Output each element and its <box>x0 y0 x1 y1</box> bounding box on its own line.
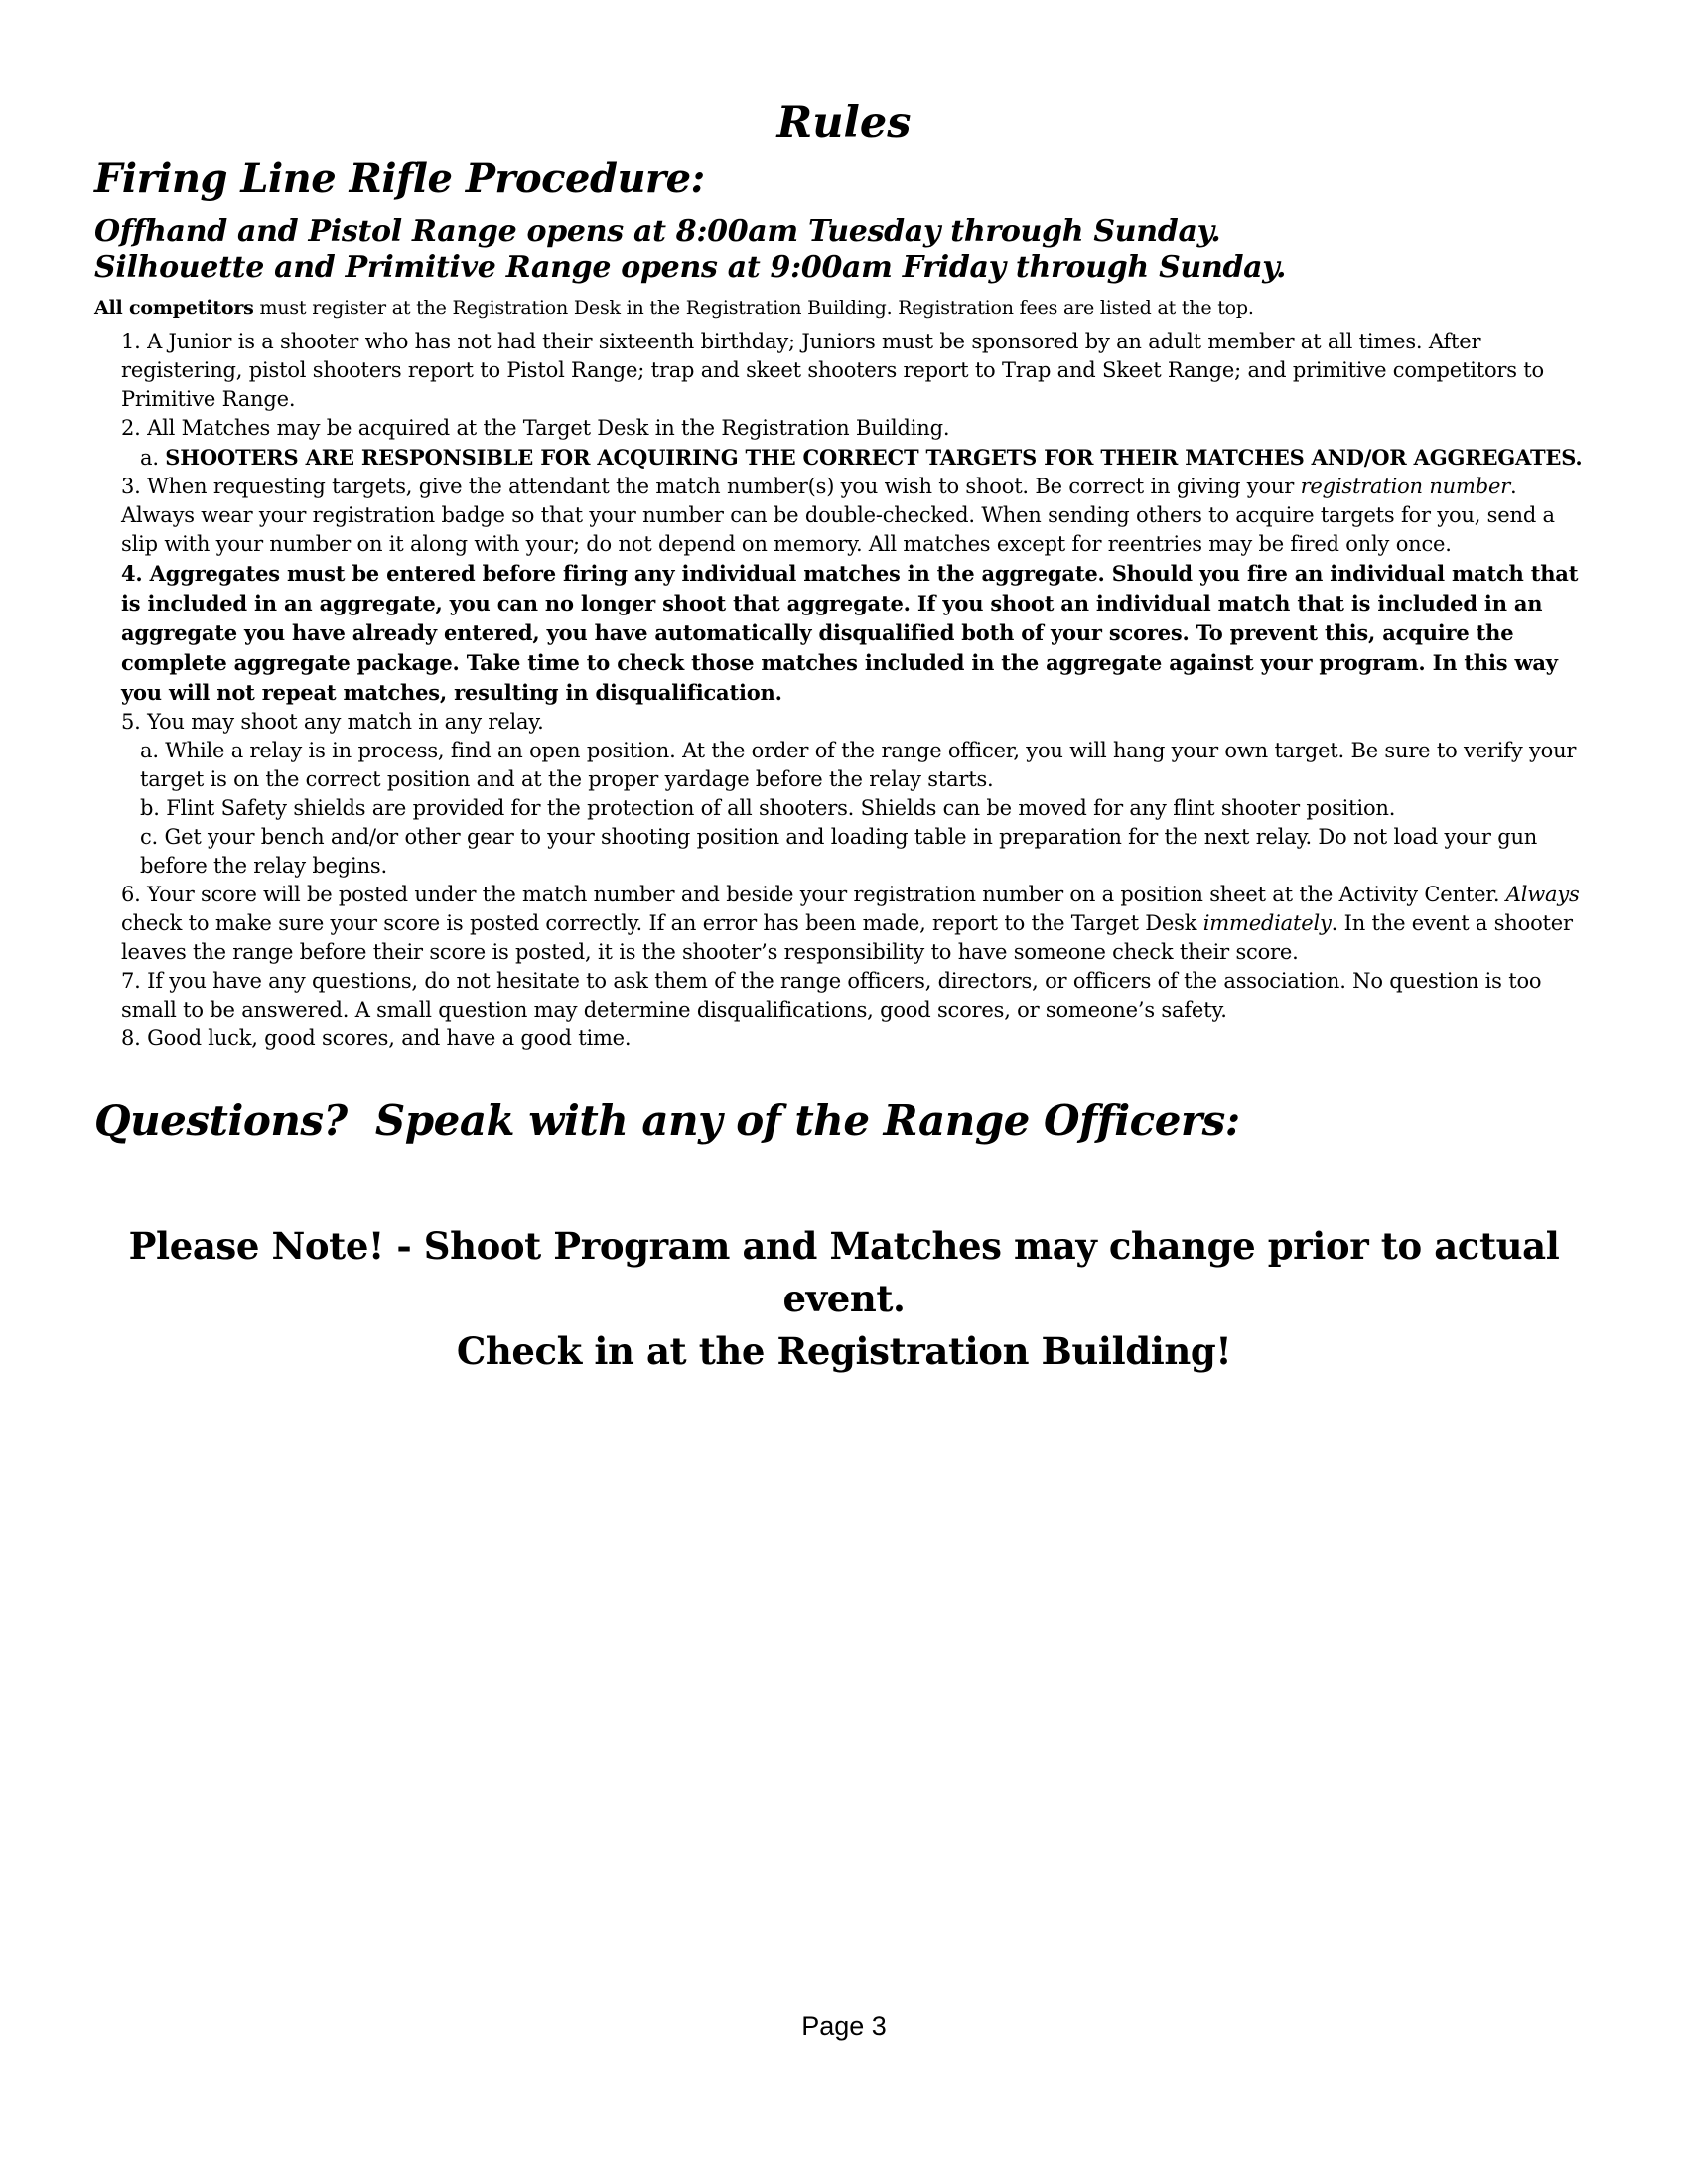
page-title: Rules <box>776 98 912 148</box>
note-line-2: Check in at the Registration Building! <box>456 1329 1232 1373</box>
intro-paragraph <box>94 295 1594 321</box>
text-run: SHOOTERS ARE RESPONSIBLE FOR ACQUIRING THE CORRECT TARGETS FOR THEIR MATCHES AND/OR AGGREGATES. <box>165 445 1583 470</box>
note-block <box>94 1220 1594 1378</box>
text-run: 5. You may shoot any match in any relay. <box>121 710 544 734</box>
text-run: . Always wear your registration badge so that your number can be double-checked. When sending others to acquire targets for you, send a slip with your number on it along with your; do not depend on memory. All matches except for reentries may be fired only once. <box>121 475 1555 556</box>
text-run: 4. Aggregates must be entered before firing any individual matches in the aggregate. Should you fire an individual match that is included in an aggregate, you can no longer shoot that aggregate. If you shoot an individual match that is included in an aggregate you have already entered, you have automatically disqualified both of your scores. To prevent this, acquire the complete aggregate package. Take time to check those matches included in the aggregate against your program. In this way you will not repeat matches, resulting in disqualification. <box>121 561 1579 705</box>
questions-heading: Questions? Speak with any of the Range Officers: <box>94 1096 1240 1145</box>
rule-item-5c <box>94 823 1594 881</box>
text-run: 3. When requesting targets, give the attendant the match number(s) you wish to shoot. Be correct in giving your <box>121 475 1301 498</box>
text-run: Always <box>1505 883 1580 906</box>
section-heading: Firing Line Rifle Procedure: <box>94 155 705 202</box>
rule-item-1 <box>94 328 1594 414</box>
rule-item-6 <box>94 881 1594 967</box>
rule-item-2a <box>94 443 1594 473</box>
text-run: c. Get your bench and/or other gear to your shooting position and loading table in preparation for the next relay. Do not load your gun before the relay begins. <box>140 825 1538 878</box>
range-hours-line-1: Offhand and Pistol Range opens at 8:00am Tuesday through Sunday. <box>94 214 1221 249</box>
rule-item-2 <box>94 414 1594 443</box>
text-run: 6. Your score will be posted under the match number and beside your registration number on a position sheet at the Activity Center. <box>121 883 1506 906</box>
rule-item-7 <box>94 967 1594 1024</box>
text-run: All competitors <box>94 297 254 319</box>
text-run: a. <box>140 446 166 470</box>
text-run: must register at the Registration Desk in the Registration Building. Registration fees are listed at the top. <box>253 297 1254 319</box>
page-content <box>94 0 1594 1378</box>
page-number: Page 3 <box>801 2011 887 2041</box>
text-run: b. Flint Safety shields are provided for the protection of all shooters. Shields can be moved for any flint shooter position. <box>140 796 1396 820</box>
text-run: registration number <box>1300 475 1511 498</box>
text-run: . In the event a shooter leaves the range before their score is posted, it is the shooter’s responsibility to have someone check their score. <box>121 911 1573 964</box>
text-run: 1. A Junior is a shooter who has not had their sixteenth birthday; Juniors must be sponsored by an adult member at all times. After registering, pistol shooters report to Pistol Range; trap and skeet shooters report to Trap and Skeet Range; and primitive competitors to Primitive Range. <box>121 330 1544 411</box>
rule-item-5 <box>94 708 1594 737</box>
text-run: 8. Good luck, good scores, and have a good time. <box>121 1026 632 1050</box>
rule-item-5b <box>94 794 1594 823</box>
text-run: immediately <box>1202 911 1332 935</box>
note-line-1: Please Note! - Shoot Program and Matches may change prior to actual event. <box>128 1224 1560 1320</box>
range-hours <box>94 214 1594 286</box>
range-hours-line-2: Silhouette and Primitive Range opens at 9:00am Friday through Sunday. <box>94 250 1287 285</box>
text-run: a. While a relay is in process, find an open position. At the order of the range officer, you will hang your own target. Be sure to verify your target is on the correct position and at the proper yardage before the relay starts. <box>140 739 1577 791</box>
text-run: 7. If you have any questions, do not hesitate to ask them of the range officers, directors, or officers of the association. No question is too small to be answered. A small question may determine disqualifications, good scores, or someone’s safety. <box>121 969 1542 1022</box>
rule-item-5a <box>94 737 1594 794</box>
rule-item-3 <box>94 473 1594 559</box>
text-run: check to make sure your score is posted correctly. If an error has been made, report to the Target Desk <box>121 911 1203 935</box>
rule-item-4 <box>94 559 1594 708</box>
rule-item-8 <box>94 1024 1594 1053</box>
text-run: 2. All Matches may be acquired at the Target Desk in the Registration Building. <box>121 416 950 440</box>
rules-list <box>94 328 1594 1053</box>
